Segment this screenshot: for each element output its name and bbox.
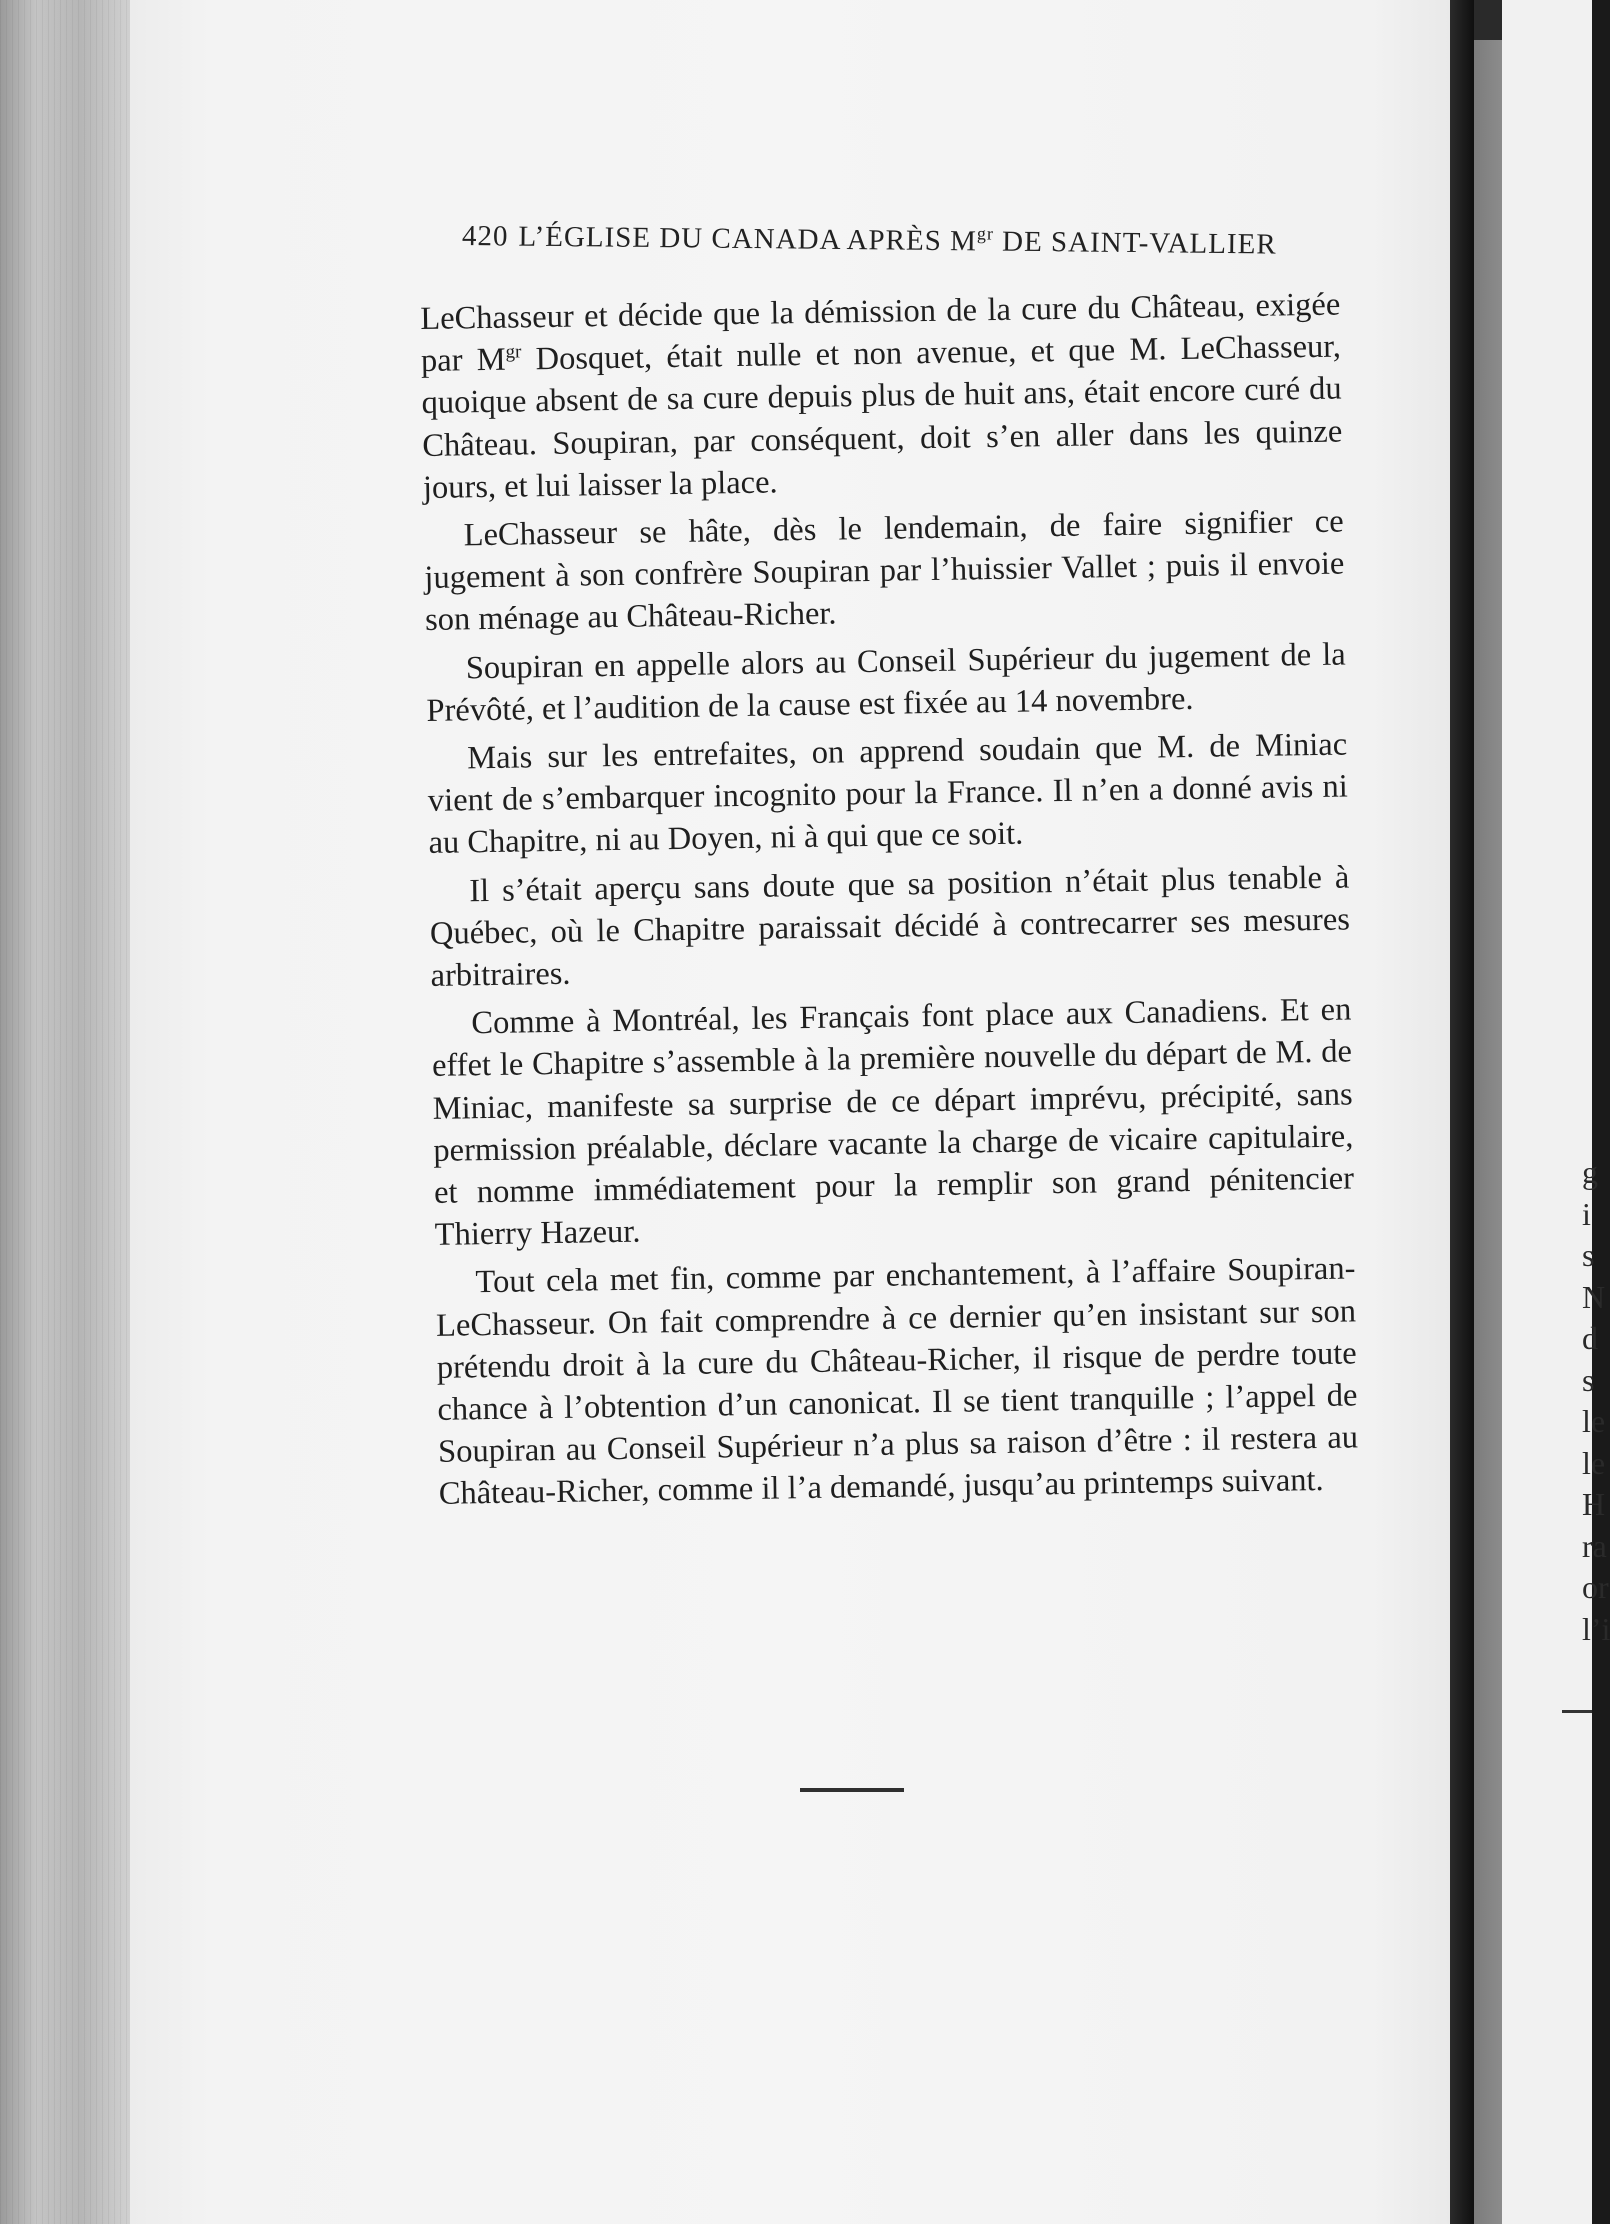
facing-fragment: N	[1582, 1278, 1606, 1315]
paragraph	[425, 633, 1346, 732]
facing-fragment: i	[1582, 1195, 1591, 1232]
facing-fragment: or	[1582, 1569, 1609, 1605]
paragraph	[431, 989, 1355, 1257]
paragraph	[429, 856, 1351, 997]
paragraph-text: Dosquet, était nulle et non avenue, et que M. LeChasseur, quoique absent de sa cure depuis plus de huit ans, était encore curé du Château. Soupiran, par conséquent, doit s’en aller dans les quinze jours, et lui laisser la place.	[421, 328, 1343, 506]
facing-fragment: d	[1582, 1320, 1598, 1356]
paragraph	[420, 284, 1343, 509]
facing-fragment: le	[1582, 1403, 1606, 1439]
paragraph-text: Il s’était aperçu sans doute que sa position n’était plus tenable à Québec, où le Chapitre paraissait décidé à contrecarrer ses mesures arbitraires.	[429, 859, 1351, 994]
paragraph-text: Comme à Montréal, les Français font place aux Canadiens. Et en effet le Chapitre s’assemble à la première nouvelle du départ de M. de Miniac, manifeste sa surprise de ce départ imprévu, précipité, sans permission préalable, déclare vacante la charge de vicaire capitulaire, et nomme immédiatement pour la remplir son grand pénitencier Thierry Hazeur.	[431, 991, 1355, 1254]
paragraph	[427, 724, 1349, 865]
facing-fragment: s	[1582, 1237, 1595, 1273]
body-text	[420, 284, 1359, 1522]
header-title-part1: L’ÉGLISE DU CANADA APRÈS M	[518, 220, 978, 258]
paragraph	[435, 1248, 1359, 1516]
paragraph	[423, 501, 1345, 642]
page-number: 420	[461, 220, 509, 253]
paragraph-text: LeChasseur se hâte, dès le lendemain, de faire signifier ce jugement à son confrère Soupiran par l’huissier Vallet ; puis il envoie son ménage au Château-Richer.	[424, 503, 1345, 639]
facing-fragment: l’i	[1582, 1610, 1610, 1647]
book-gutter	[1474, 40, 1502, 2224]
facing-fragment: s	[1582, 1361, 1595, 1398]
paragraph-text: LeChasseur et décide que la démission de la cure du Château, exigée par M	[420, 286, 1341, 380]
facing-fragment: ra	[1582, 1527, 1607, 1564]
facing-fragment: H	[1582, 1486, 1606, 1522]
paragraph-text: Tout cela met fin, comme par enchantement, à l’affaire Soupiran-LeChasseur. On fait comprendre à ce dernier qu’en insistant sur son prétendu droit à la cure du Château-Richer, il risque de perdre toute chance à l’obtention d’un canonicat. Il se tient tranquille ; l’appel de Soupiran au Conseil Supérieur n’a plus sa raison d’être : il restera au Château-Richer, comme il l’a demandé, jusqu’au printemps suivant.	[435, 1250, 1359, 1513]
facing-fragment: le	[1582, 1444, 1606, 1481]
facing-page-rule	[1562, 1710, 1592, 1713]
paragraph-superscript: gr	[505, 341, 522, 363]
paragraph-text: Soupiran en appelle alors au Conseil Supérieur du jugement de la Prévôté, et l’audition de la cause est fixée au 14 novembre.	[426, 636, 1346, 729]
book-gutter-shadow	[1450, 0, 1474, 2224]
header-title-part2: DE SAINT-VALLIER	[993, 225, 1277, 261]
paragraph-text: Mais sur les entrefaites, on apprend soudain que M. de Miniac vient de s’embarquer incognito pour la France. Il n’en a donné avis ni au Chapitre, ni au Doyen, ni à qui que ce soit.	[427, 726, 1349, 862]
facing-fragment: g	[1582, 1154, 1598, 1190]
header-title-superscript: gr	[976, 223, 995, 244]
section-end-rule	[800, 1788, 904, 1792]
facing-page-text-fragments	[1582, 1152, 1610, 1650]
facing-page	[1502, 0, 1592, 2224]
